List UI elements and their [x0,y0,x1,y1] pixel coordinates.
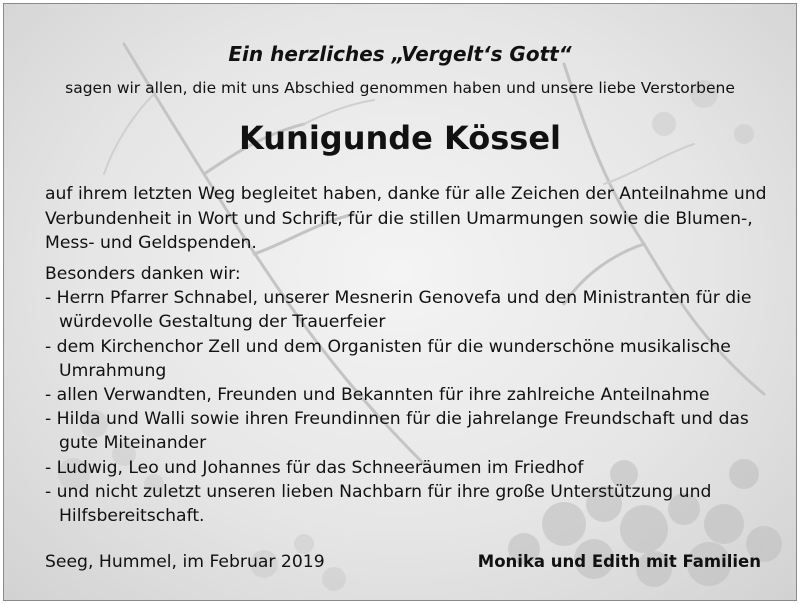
list-item: - Ludwig, Leo und Johannes für das Schneeräumen im Friedhof [45,457,584,478]
list-item: - allen Verwandten, Freunden und Bekannten für ihre zahlreiche Anteilnahme [45,385,710,406]
list-item: - Herrn Pfarrer Schnabel, unserer Mesnerin Genovefa und den Ministranten für die [45,288,752,309]
obituary-card [3,3,797,601]
list-item-continuation: gute Miteinander [59,433,207,454]
special-thanks-title: Besonders danken wir: [45,264,241,284]
list-item: - dem Kirchenchor Zell und dem Organisten für die wunderschöne musikalische [45,336,731,357]
paragraph-line: auf ihrem letzten Weg begleitet haben, danke für alle Zeichen der Anteilnahme und [45,184,767,204]
signature: Monika und Edith mit Familien [477,552,761,571]
deceased-name: Kunigunde Kössel [239,119,561,157]
paragraph-line: Mess- und Geldspenden. [45,233,257,253]
list-item-continuation: würdevolle Gestaltung der Trauerfeier [59,312,386,333]
list-item-continuation: Hilfsbereitschaft. [59,506,205,527]
list-item-continuation: Umrahmung [59,360,167,381]
special-thanks-list [45,262,785,528]
list-item: - Hilda und Walli sowie ihren Freundinnen für die jahrelange Freundschaft und das [45,409,749,430]
heading: Ein herzliches „Vergelt‘s Gott“ [228,42,572,66]
paragraph-line: Verbundenheit in Wort und Schrift, für die stillen Umarmungen sowie die Blumen-, [45,208,753,229]
thanks-paragraph [45,182,785,256]
list-item: - und nicht zuletzt unseren lieben Nachbarn für ihre große Unterstützung und [45,481,712,502]
place-date: Seeg, Hummel, im Februar 2019 [45,552,325,572]
intro-text: sagen wir allen, die mit uns Abschied genommen haben und unsere liebe Verstorbene [65,79,735,97]
